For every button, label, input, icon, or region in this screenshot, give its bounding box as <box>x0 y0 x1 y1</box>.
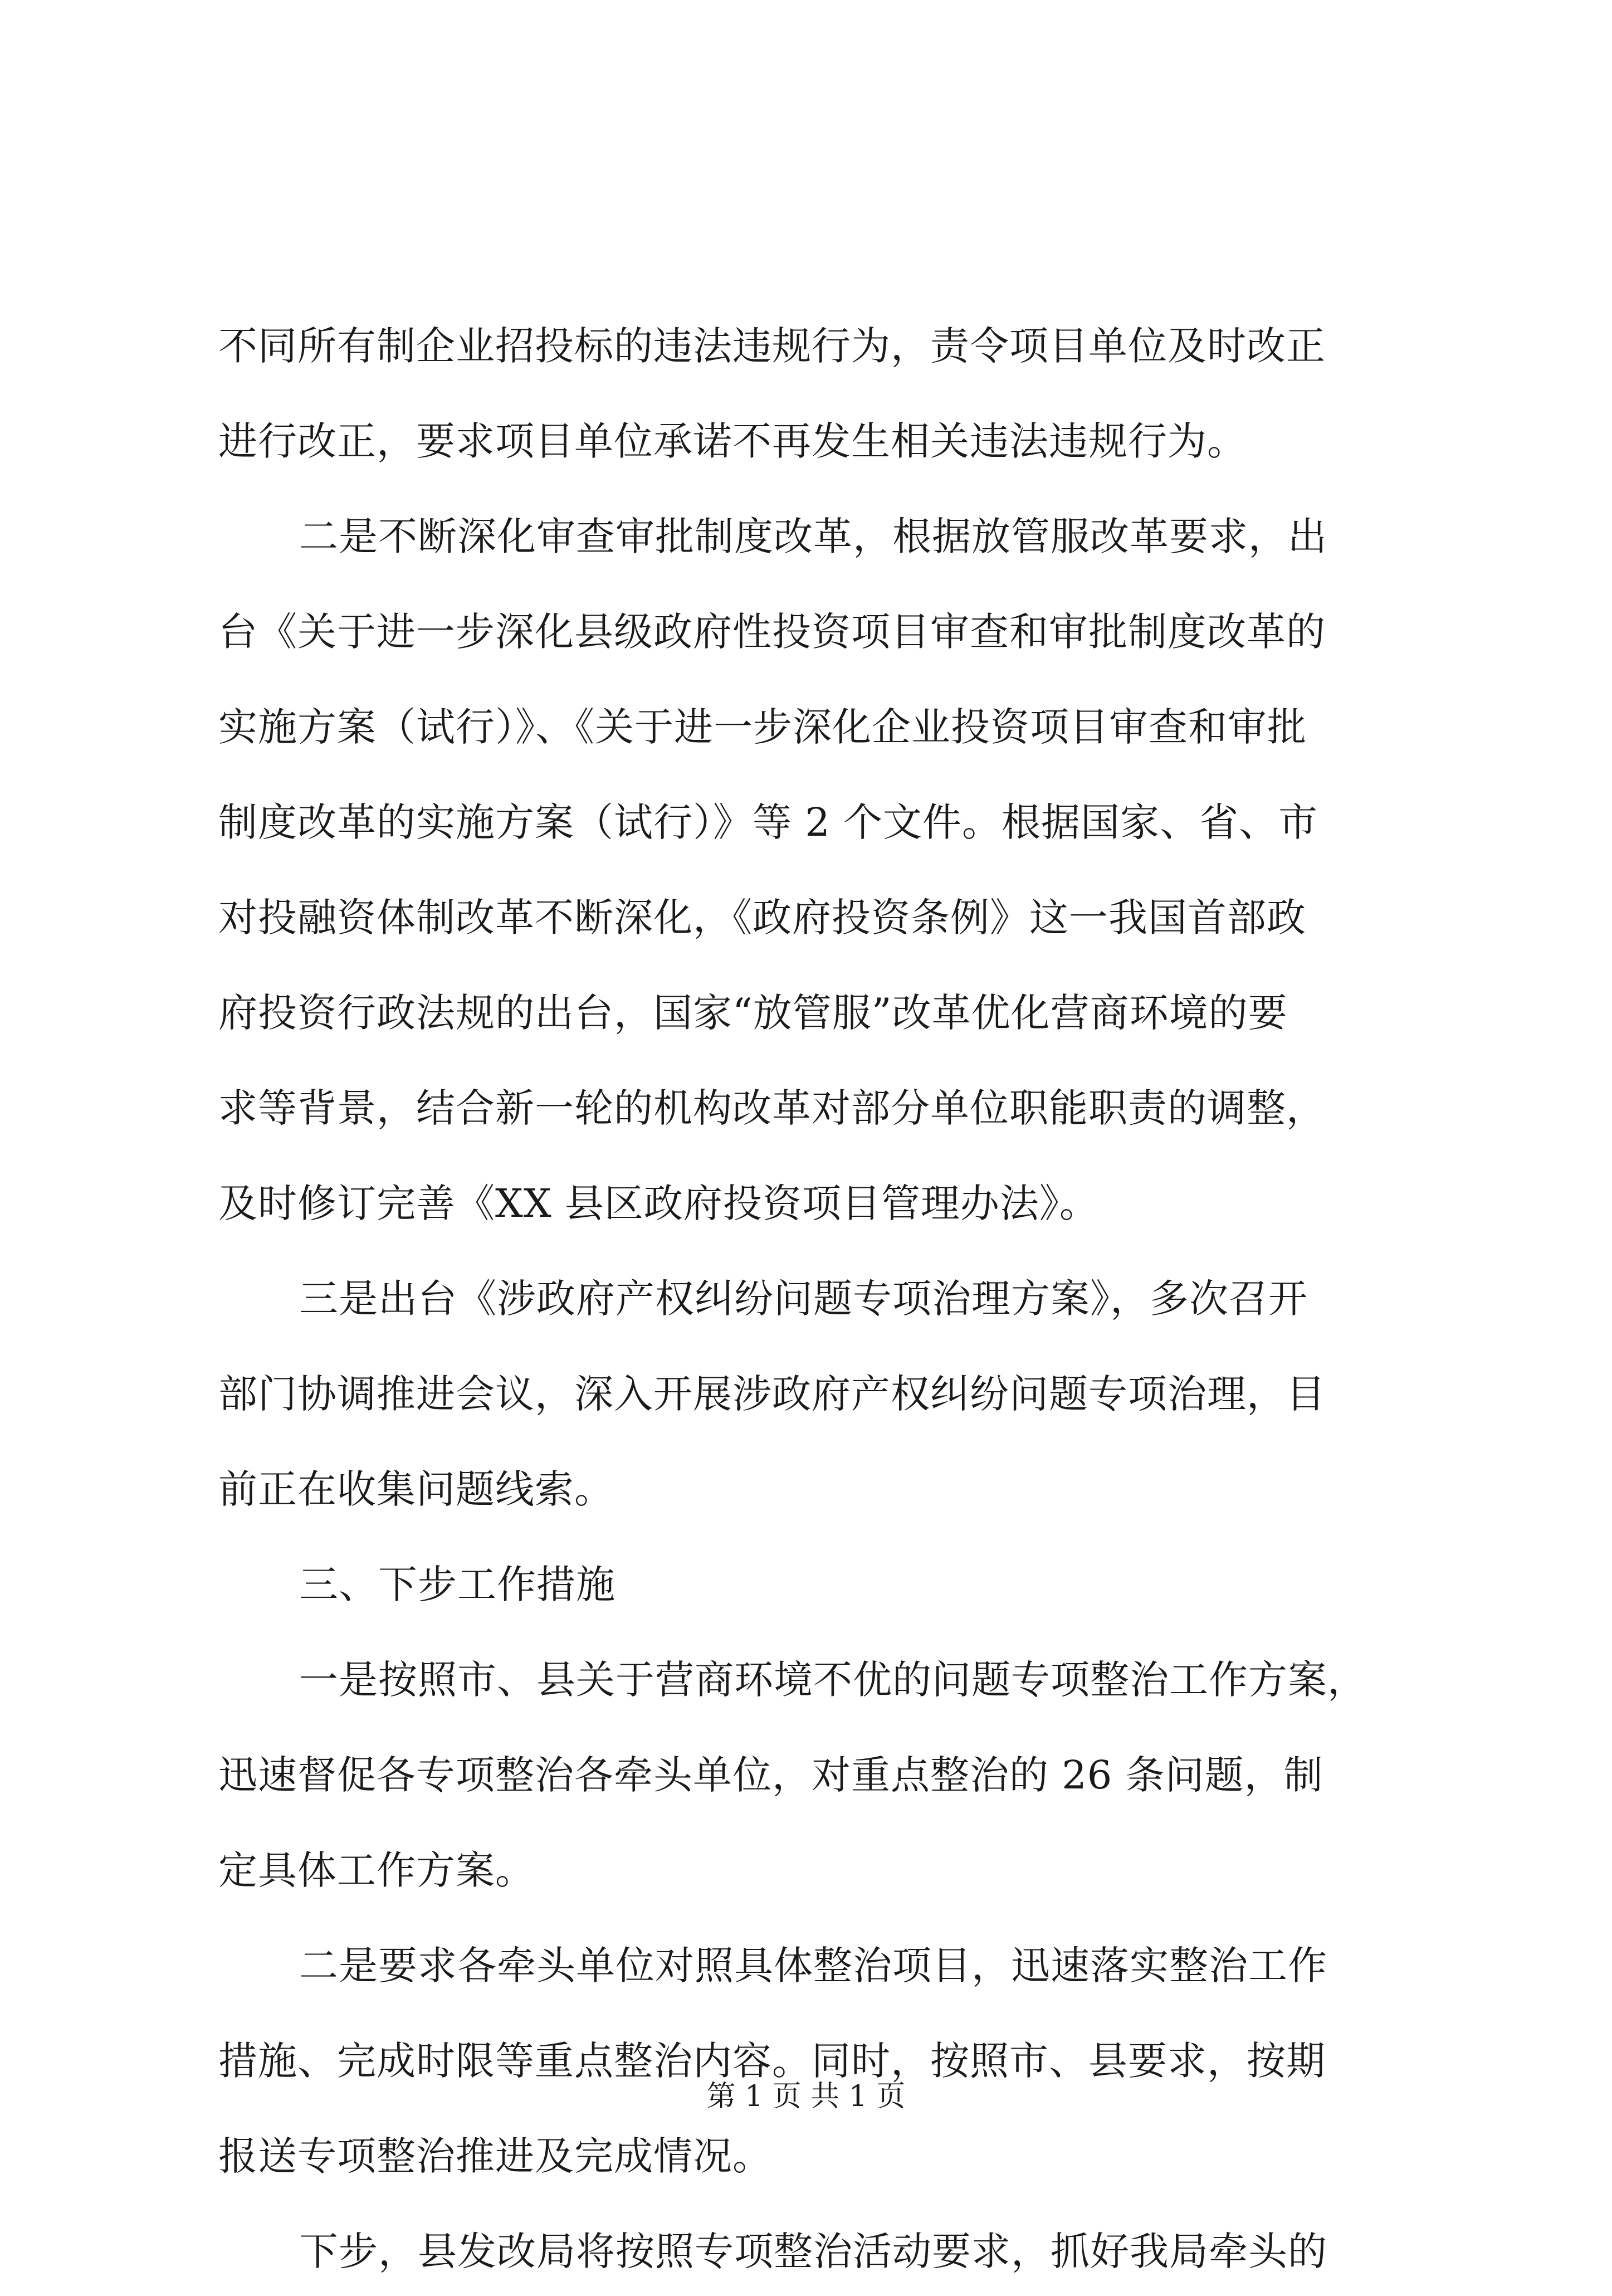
paragraph-start-line: 一是按照市、县关于营商环境不优的问题专项整治工作方案， <box>299 1657 1367 1703</box>
text-line: 前正在收集问题线索。 <box>218 1466 614 1512</box>
text-line: 不同所有制企业招投标的违法违规行为，责令项目单位及时改正 <box>218 323 1326 369</box>
paragraph-start-line: 三是出台《涉政府产权纠纷问题专项治理方案》，多次召开 <box>299 1276 1308 1322</box>
text-line: 措施、完成时限等重点整治内容。同时，按照市、县要求，按期 <box>218 2038 1326 2084</box>
text-line: 对投融资体制改革不断深化，《政府投资条例》这一我国首部政 <box>218 895 1306 940</box>
text-line: 定具体工作方案。 <box>218 1847 535 1893</box>
page-number-footer: 第 1 页 共 1 页 <box>706 2080 906 2113</box>
paragraph-start-line: 二是不断深化审查审批制度改革，根据放管服改革要求，出 <box>299 514 1327 559</box>
text-line: 求等背景，结合新一轮的机构改革对部分单位职能职责的调整， <box>218 1085 1326 1131</box>
text-line: 台《关于进一步深化县级政府性投资项目审查和审批制度改革的 <box>218 609 1326 655</box>
text-line: 府投资行政法规的出台，国家“放管服”改革优化营商环境的要 <box>218 990 1288 1036</box>
paragraph-start-line: 二是要求各牵头单位对照具体整治项目，迅速落实整治工作 <box>299 1943 1327 1988</box>
text-line: 迅速督促各专项整治各牵头单位，对重点整治的 26 条问题，制 <box>218 1752 1323 1798</box>
text-line: 部门协调推进会议，深入开展涉政府产权纠纷问题专项治理，目 <box>218 1371 1326 1417</box>
text-line: 报送专项整治推进及完成情况。 <box>218 2133 772 2179</box>
text-line: 制度改革的实施方案（试行）》等 2 个文件。根据国家、省、市 <box>218 800 1318 845</box>
text-line: 进行改正，要求项目单位承诺不再发生相关违法违规行为。 <box>218 418 1247 464</box>
text-line: 及时修订完善《XX 县区政府投资项目管理办法》。 <box>218 1181 1099 1226</box>
text-line: 实施方案（试行）》、《关于进一步深化企业投资项目审查和审批 <box>218 704 1307 750</box>
document-body <box>218 295 1416 2296</box>
section-heading: 三、下步工作措施 <box>299 1562 616 1607</box>
paragraph-start-line: 下步，县发改局将按照专项整治活动要求，抓好我局牵头的 <box>299 2229 1327 2274</box>
